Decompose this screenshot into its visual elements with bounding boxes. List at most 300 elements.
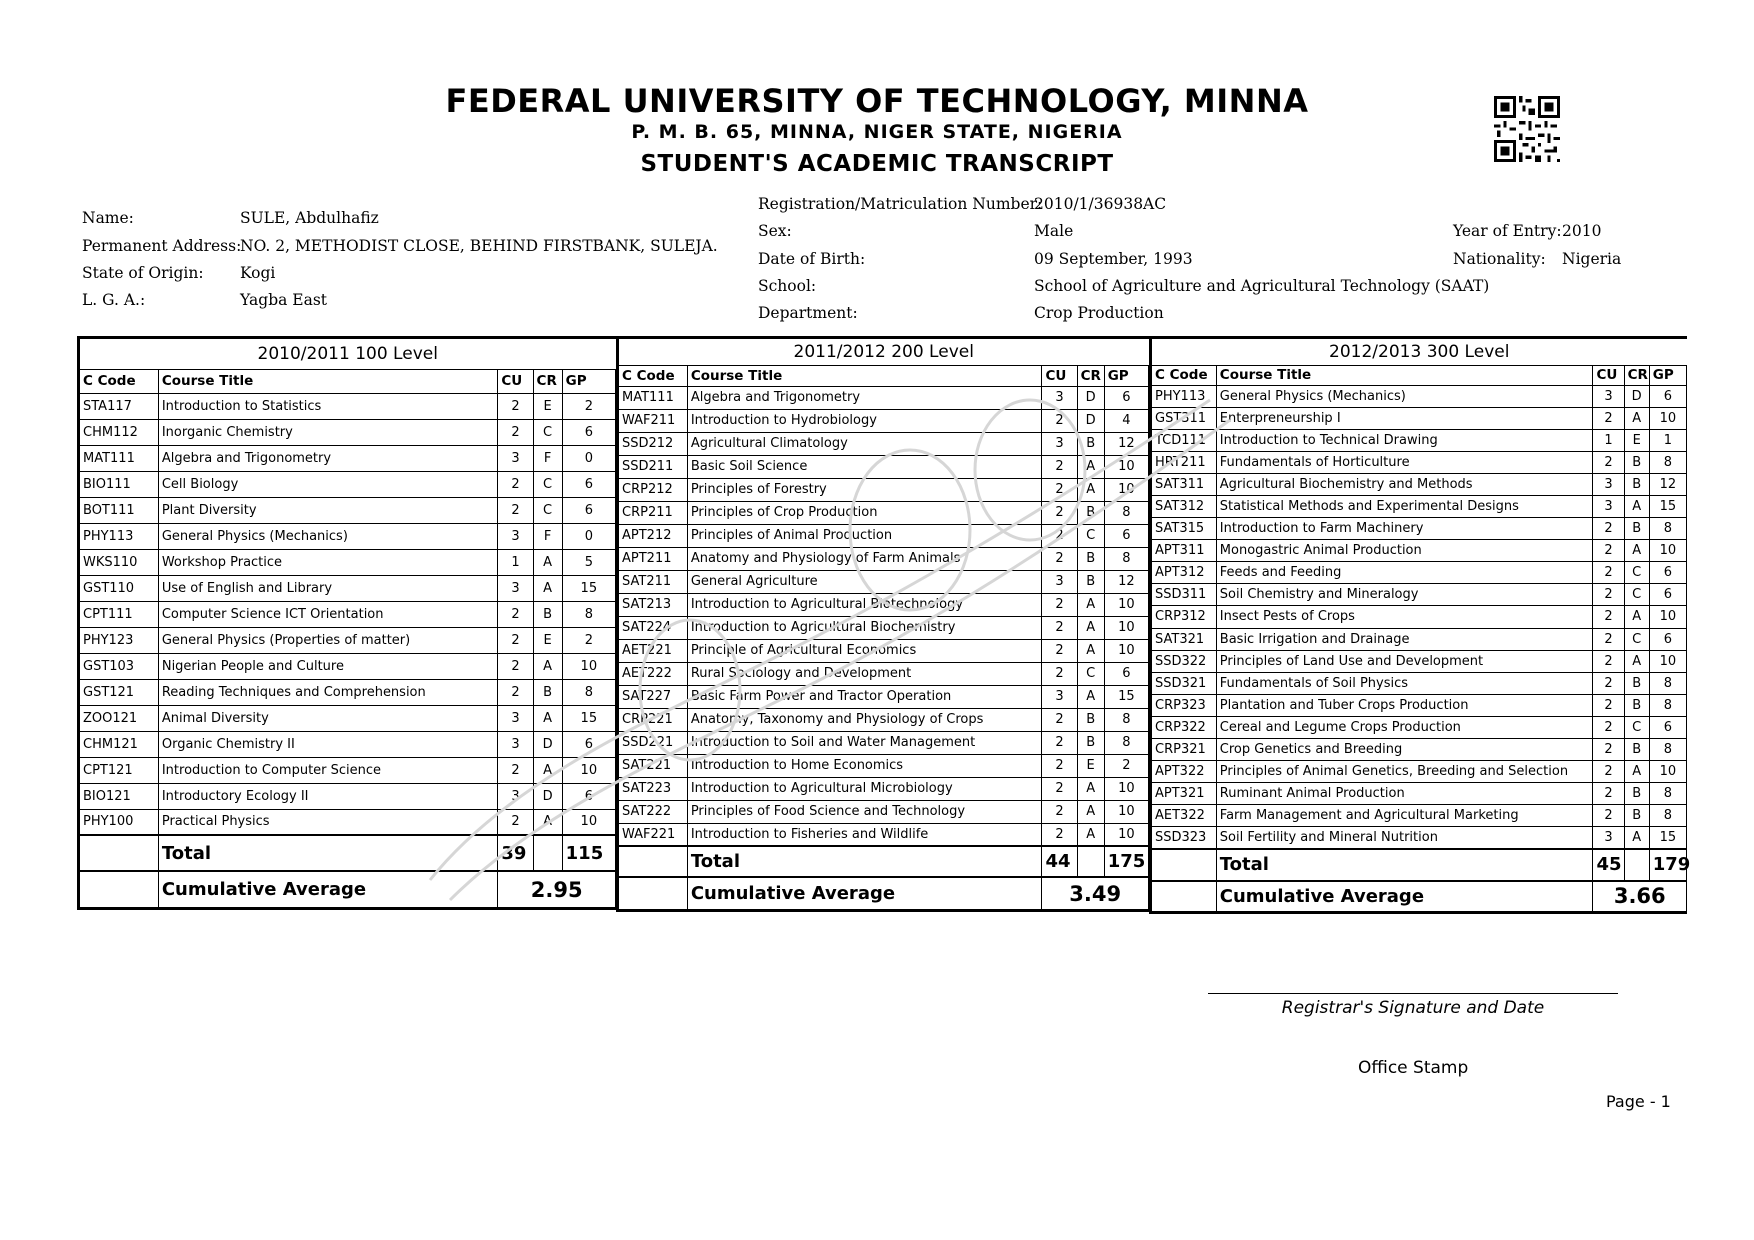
grade-points: 8 [1104,731,1148,754]
course-code: APT312 [1152,562,1216,584]
course-title: General Physics (Properties of matter) [158,627,498,653]
course-code: APT321 [1152,783,1216,805]
course-row [1152,650,1687,672]
grade-points: 6 [562,471,615,497]
course-code: GST110 [80,575,158,601]
course-row [1152,473,1687,495]
level-title: 2012/2013 300 Level [1152,339,1687,365]
course-row [80,731,616,757]
grade-points: 15 [562,575,615,601]
grade-points: 6 [1104,662,1148,685]
total-label: Total [1216,849,1593,881]
cum-average: 2.95 [498,871,616,907]
credit-units: 3 [1593,495,1624,517]
course-title: Introduction to Hydrobiology [687,409,1042,432]
course-code: APT212 [619,524,687,547]
course-title: Introduction to Fisheries and Wildlife [687,823,1042,846]
credit-units: 2 [1593,783,1624,805]
grade: A [1077,478,1104,501]
course-code: SAT224 [619,616,687,639]
credit-units: 1 [1593,429,1624,451]
course-title: Cereal and Legume Crops Production [1216,716,1593,738]
reg-value: 2010/1/36938AC [1034,195,1167,213]
reg-label: Registration/Matriculation Number: [758,195,1043,213]
grade: D [1077,409,1104,432]
course-row [1152,761,1687,783]
state-label: State of Origin: [82,264,204,282]
grade-points: 6 [1649,584,1686,606]
grade: B [1624,739,1649,761]
grade-points: 10 [1104,823,1148,846]
column-header-cu: CU [498,369,533,393]
grade-points: 8 [1649,451,1686,473]
course-row [619,501,1149,524]
column-header-cr: CR [533,369,562,393]
course-row [80,445,616,471]
grade: F [533,445,562,471]
course-row [80,497,616,523]
course-code: BIO121 [80,783,158,809]
course-row [619,524,1149,547]
grade: E [1624,429,1649,451]
grade-points: 5 [562,549,615,575]
course-title: Organic Chemistry II [158,731,498,757]
grade: A [1077,616,1104,639]
school-value: School of Agriculture and Agricultural Technology (SAAT) [1034,277,1490,295]
course-title: Introduction to Farm Machinery [1216,518,1593,540]
cum-average: 3.49 [1042,877,1149,909]
course-row [619,639,1149,662]
lga-label: L. G. A.: [82,291,146,309]
column-header-title: Course Title [687,365,1042,386]
course-title: Basic Irrigation and Drainage [1216,628,1593,650]
course-code: SAT321 [1152,628,1216,650]
credit-units: 2 [1593,584,1624,606]
course-title: Principles of Animal Production [687,524,1042,547]
course-row [619,662,1149,685]
grade-points: 8 [562,601,615,627]
total-blank [80,835,158,871]
course-title: Animal Diversity [158,705,498,731]
office-stamp-label: Office Stamp [1358,1058,1469,1078]
name-label: Name: [82,209,134,227]
grade-points: 8 [1649,739,1686,761]
course-row [619,593,1149,616]
grade: B [1077,432,1104,455]
column-header-code: C Code [80,369,158,393]
course-title: Nigerian People and Culture [158,653,498,679]
course-row [619,432,1149,455]
course-title: Cell Biology [158,471,498,497]
course-title: Use of English and Library [158,575,498,601]
total-cu: 44 [1042,846,1077,877]
course-row [1152,628,1687,650]
grade: A [533,809,562,835]
grade: C [1624,562,1649,584]
credit-units: 2 [1042,478,1077,501]
course-code: MAT111 [619,386,687,409]
credit-units: 3 [1042,685,1077,708]
column-header-cr: CR [1077,365,1104,386]
course-code: CRP321 [1152,739,1216,761]
total-gp: 175 [1104,846,1148,877]
level-title: 2011/2012 200 Level [619,339,1149,365]
grade-points: 2 [562,393,615,419]
course-title: General Physics (Mechanics) [158,523,498,549]
grade-points: 10 [1104,616,1148,639]
course-title: Principles of Animal Genetics, Breeding and Selection [1216,761,1593,783]
course-code: PHY123 [80,627,158,653]
course-code: CRP323 [1152,694,1216,716]
course-code: SSD211 [619,455,687,478]
credit-units: 2 [1593,540,1624,562]
grade: A [533,705,562,731]
grade-points: 12 [1649,473,1686,495]
qr-code-icon [1494,96,1560,162]
course-row [619,409,1149,432]
credit-units: 1 [498,549,533,575]
course-title: Principles of Land Use and Development [1216,650,1593,672]
grade-points: 10 [562,809,615,835]
course-title: Computer Science ICT Orientation [158,601,498,627]
credit-units: 2 [498,497,533,523]
course-title: Practical Physics [158,809,498,835]
credit-units: 2 [1593,694,1624,716]
course-title: Statistical Methods and Experimental Designs [1216,495,1593,517]
course-row [619,570,1149,593]
university-name: FEDERAL UNIVERSITY OF TECHNOLOGY, MINNA [445,82,1309,120]
credit-units: 2 [498,601,533,627]
column-header-cu: CU [1593,365,1624,385]
address-label: Permanent Address: [82,237,242,255]
grade: A [1624,761,1649,783]
lga-value: Yagba East [240,291,328,309]
course-row [619,823,1149,846]
grade: E [533,627,562,653]
course-code: SAT211 [619,570,687,593]
credit-units: 2 [1042,501,1077,524]
course-code: STA117 [80,393,158,419]
credit-units: 3 [498,575,533,601]
course-row [80,757,616,783]
course-row [1152,518,1687,540]
grade: A [1077,455,1104,478]
grade: C [1624,716,1649,738]
course-row [80,783,616,809]
course-title: Introduction to Home Economics [687,754,1042,777]
grade: B [533,679,562,705]
grade-points: 15 [562,705,615,731]
grade: A [1077,800,1104,823]
cum-average: 3.66 [1593,881,1687,911]
course-code: GST121 [80,679,158,705]
cum-blank [619,877,687,909]
grade: A [1077,685,1104,708]
column-header-gp: GP [1649,365,1686,385]
course-code: CHM121 [80,731,158,757]
credit-units: 3 [498,705,533,731]
signature-line [1208,993,1618,994]
entry-label: Year of Entry: [1453,222,1562,240]
course-code: SSD221 [619,731,687,754]
grade: A [1077,823,1104,846]
course-title: Principles of Crop Production [687,501,1042,524]
course-code: ZOO121 [80,705,158,731]
course-code: BIO111 [80,471,158,497]
course-code: WAF221 [619,823,687,846]
column-header-code: C Code [1152,365,1216,385]
grade-points: 6 [1104,524,1148,547]
dob-label: Date of Birth: [758,250,866,268]
grade: B [1624,694,1649,716]
grade-points: 10 [1649,761,1686,783]
grade-points: 6 [562,731,615,757]
grade: D [1624,385,1649,407]
entry-value: 2010 [1562,222,1602,240]
grade-points: 8 [1104,708,1148,731]
course-title: Algebra and Trigonometry [158,445,498,471]
course-row [80,809,616,835]
grade-points: 6 [1649,562,1686,584]
total-blank [619,846,687,877]
level-table-100 [77,336,616,910]
course-row [1152,694,1687,716]
course-title: Soil Fertility and Mineral Nutrition [1216,827,1593,849]
course-row [1152,606,1687,628]
course-title: Introduction to Agricultural Microbiology [687,777,1042,800]
level-title: 2010/2011 100 Level [80,339,616,369]
course-row [1152,805,1687,827]
grade: C [533,419,562,445]
column-header-code: C Code [619,365,687,386]
grade-points: 10 [1104,800,1148,823]
course-code: CRP322 [1152,716,1216,738]
grade: A [1077,593,1104,616]
grade: C [1077,662,1104,685]
course-title: Rural Sociology and Development [687,662,1042,685]
course-code: SAT227 [619,685,687,708]
credit-units: 3 [1593,385,1624,407]
credit-units: 2 [1042,409,1077,432]
course-code: AET322 [1152,805,1216,827]
credit-units: 2 [498,679,533,705]
course-code: AET222 [619,662,687,685]
grade-points: 10 [1649,650,1686,672]
university-address: P. M. B. 65, MINNA, NIGER STATE, NIGERIA [631,121,1123,143]
credit-units: 2 [498,627,533,653]
credit-units: 2 [498,393,533,419]
course-row [80,705,616,731]
column-header-cr: CR [1624,365,1649,385]
name-value: SULE, Abdulhafiz [240,209,379,227]
grade-points: 15 [1649,827,1686,849]
grade-points: 8 [562,679,615,705]
grade: B [533,601,562,627]
course-code: WKS110 [80,549,158,575]
course-title: Introduction to Agricultural Biochemistry [687,616,1042,639]
course-row [619,777,1149,800]
course-row [80,471,616,497]
grade-points: 8 [1649,783,1686,805]
course-code: SSD311 [1152,584,1216,606]
credit-units: 2 [1593,739,1624,761]
course-row [80,419,616,445]
course-row [1152,407,1687,429]
credit-units: 2 [1042,547,1077,570]
level-table-200 [616,336,1149,912]
dept-value: Crop Production [1034,304,1164,322]
registrar-signature-label: Registrar's Signature and Date [1281,998,1545,1018]
grade-points: 0 [562,445,615,471]
course-row [80,627,616,653]
course-code: GST103 [80,653,158,679]
grade-points: 0 [562,523,615,549]
grade: A [533,575,562,601]
course-title: Basic Soil Science [687,455,1042,478]
total-blank-cr [1624,849,1649,881]
grade: B [1077,708,1104,731]
cum-label: Cumulative Average [687,877,1042,909]
course-row [1152,562,1687,584]
course-row [80,549,616,575]
course-title: Enterpreneurship I [1216,407,1593,429]
course-row [619,685,1149,708]
grade-points: 8 [1104,501,1148,524]
column-header-gp: GP [562,369,615,393]
course-row [1152,739,1687,761]
course-title: Introductory Ecology II [158,783,498,809]
course-title: Ruminant Animal Production [1216,783,1593,805]
course-code: CRP312 [1152,606,1216,628]
grade: E [1077,754,1104,777]
grade-points: 10 [1104,639,1148,662]
credit-units: 2 [1042,593,1077,616]
grade: D [533,731,562,757]
credit-units: 2 [498,419,533,445]
credit-units: 2 [1593,407,1624,429]
total-cu: 39 [498,835,533,871]
course-code: BOT111 [80,497,158,523]
total-gp: 115 [562,835,615,871]
total-label: Total [687,846,1042,877]
grade: F [533,523,562,549]
course-title: Farm Management and Agricultural Marketing [1216,805,1593,827]
course-row [1152,584,1687,606]
state-value: Kogi [240,264,276,282]
credit-units: 2 [498,653,533,679]
course-code: APT311 [1152,540,1216,562]
grade-points: 6 [1104,386,1148,409]
course-title: Agricultural Climatology [687,432,1042,455]
page-number: Page - 1 [1606,1092,1671,1111]
grade: C [533,471,562,497]
course-code: PHY113 [80,523,158,549]
course-title: Introduction to Agricultural Biotechnology [687,593,1042,616]
course-title: Principles of Forestry [687,478,1042,501]
cum-blank [1152,881,1216,911]
grade-points: 8 [1649,518,1686,540]
course-row [80,575,616,601]
course-row [1152,451,1687,473]
course-title: Feeds and Feeding [1216,562,1593,584]
column-header-cu: CU [1042,365,1077,386]
course-code: SAT223 [619,777,687,800]
course-title: General Agriculture [687,570,1042,593]
course-title: Anatomy, Taxonomy and Physiology of Crops [687,708,1042,731]
credit-units: 2 [1042,777,1077,800]
course-title: Insect Pests of Crops [1216,606,1593,628]
course-title: Reading Techniques and Comprehension [158,679,498,705]
course-title: Soil Chemistry and Mineralogy [1216,584,1593,606]
address-value: NO. 2, METHODIST CLOSE, BEHIND FIRSTBANK, SULEJA. [240,237,718,255]
grade: D [533,783,562,809]
course-row [1152,429,1687,451]
course-code: CPT111 [80,601,158,627]
grade-points: 6 [562,419,615,445]
credit-units: 3 [1042,432,1077,455]
course-code: CRP212 [619,478,687,501]
course-code: TCD111 [1152,429,1216,451]
course-code: SAT312 [1152,495,1216,517]
grade-points: 6 [562,497,615,523]
grade: B [1077,547,1104,570]
course-row [619,547,1149,570]
credit-units: 2 [1593,761,1624,783]
course-code: APT322 [1152,761,1216,783]
credit-units: 2 [1042,639,1077,662]
credit-units: 2 [1593,650,1624,672]
course-code: SAT213 [619,593,687,616]
grade-points: 10 [562,757,615,783]
course-title: Algebra and Trigonometry [687,386,1042,409]
course-code: HRT211 [1152,451,1216,473]
course-title: Introduction to Statistics [158,393,498,419]
sex-label: Sex: [758,222,792,240]
column-header-title: Course Title [158,369,498,393]
credit-units: 2 [1593,606,1624,628]
grade: B [1624,473,1649,495]
grade-points: 10 [1649,540,1686,562]
total-blank [1152,849,1216,881]
grade: B [1077,570,1104,593]
course-row [1152,783,1687,805]
credit-units: 2 [1042,616,1077,639]
course-code: PHY113 [1152,385,1216,407]
document-title: STUDENT'S ACADEMIC TRANSCRIPT [640,151,1114,177]
total-cu: 45 [1593,849,1624,881]
grade-points: 12 [1104,570,1148,593]
credit-units: 2 [1593,628,1624,650]
nationality-label: Nationality: [1453,250,1546,268]
grade: B [1077,501,1104,524]
column-header-gp: GP [1104,365,1148,386]
credit-units: 2 [1593,451,1624,473]
grade-points: 6 [562,783,615,809]
grade: A [1624,606,1649,628]
course-title: Agricultural Biochemistry and Methods [1216,473,1593,495]
grade-points: 10 [1104,593,1148,616]
course-row [619,754,1149,777]
grade-points: 10 [1649,407,1686,429]
grade: B [1077,731,1104,754]
dob-value: 09 September, 1993 [1034,250,1193,268]
grade: B [1624,783,1649,805]
credit-units: 3 [498,445,533,471]
grade: A [1077,639,1104,662]
grade: E [533,393,562,419]
course-code: MAT111 [80,445,158,471]
grade-points: 2 [562,627,615,653]
